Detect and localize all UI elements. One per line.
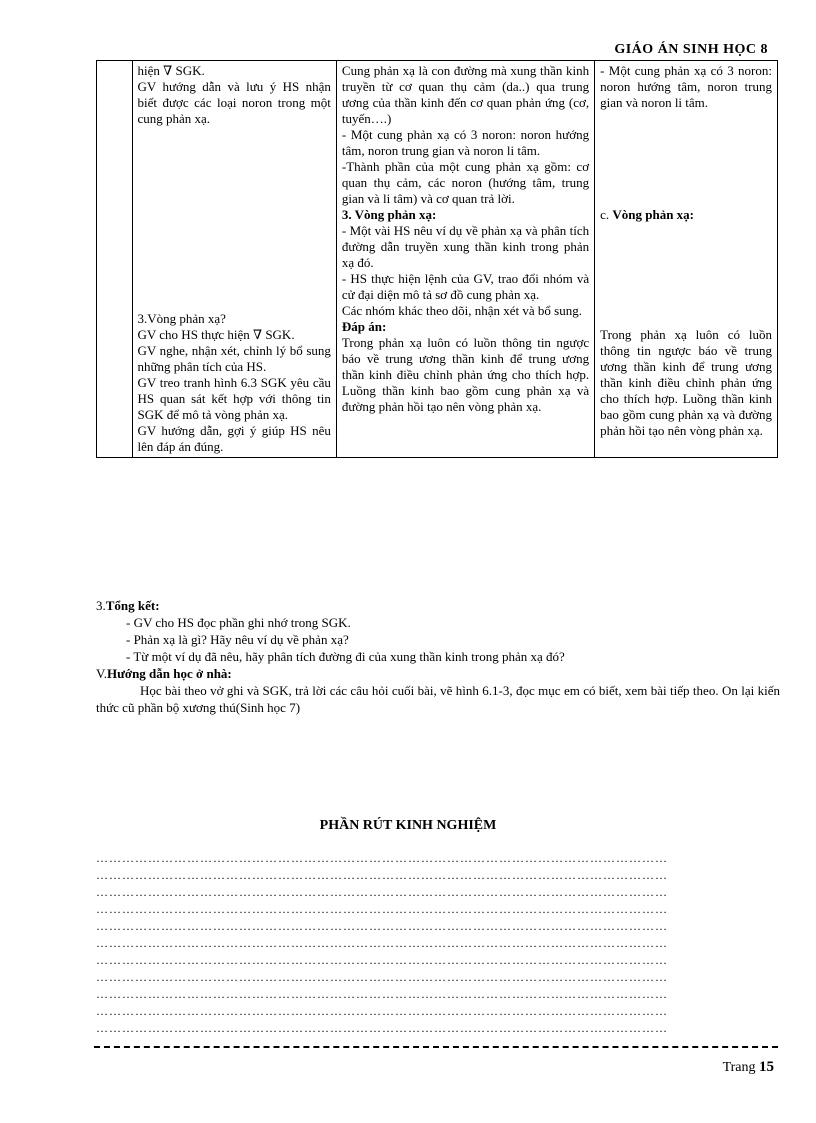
page-header-title: GIÁO ÁN SINH HỌC 8 [614, 42, 768, 57]
answer-heading: Đáp án: [341, 319, 387, 334]
student-paragraph: - Một vài HS nêu ví dụ về phản xạ và phân tích đường dẫn truyền xung thần kinh trong phản xạ đó. [341, 223, 590, 270]
student-heading: 3. Vòng phản xạ: [341, 207, 437, 222]
summary-item: - Từ một ví dụ đã nêu, hãy phân tích đường đi của xung thần kinh trong phản xạ đó? [126, 649, 565, 664]
page-number: Trang 15 [722, 1059, 774, 1075]
student-activity-cell [336, 61, 594, 458]
huong-dan-heading: V.Hướng dẫn học ở nhà: [96, 666, 232, 681]
teacher-line: GV cho HS thực hiện ∇ SGK. [137, 327, 295, 342]
summary-item: - Phản xạ là gì? Hãy nêu ví dụ về phản xạ? [126, 632, 349, 647]
huong-dan-text: Học bài theo vở ghi và SGK, trả lời các câu hỏi cuối bài, vẽ hình 6.1-3, đọc mục em có biết, xem bài tiếp theo. On lại kiến thức cũ phần bộ xương thú(Sinh học 7) [96, 683, 780, 715]
dotted-line: …………………………………………………………………………………………………………………… [96, 1004, 668, 1018]
dotted-line: …………………………………………………………………………………………………………………… [96, 902, 668, 916]
content-cell [595, 61, 778, 458]
student-paragraph: Các nhóm khác theo dõi, nhận xét và bổ sung. [341, 303, 582, 318]
teacher-line: GV hướng dẫn và lưu ý HS nhận biết được các loại noron trong một cung phản xạ. [137, 79, 331, 126]
dotted-line: …………………………………………………………………………………………………………………… [96, 953, 668, 967]
teacher-line: GV treo tranh hình 6.3 SGK yêu cầu HS quan sát kết hợp với thông tin SGK để mô tả vòng phản xạ. [137, 375, 331, 422]
student-paragraph: - HS thực hiện lệnh của GV, trao đổi nhóm và cử đại diện mô tả sơ đồ cung phản xạ. [341, 271, 590, 302]
dotted-line: …………………………………………………………………………………………………………………… [96, 851, 668, 865]
lesson-summary [96, 597, 780, 716]
student-paragraph: -Thành phần của một cung phản xạ gồm: cơ quan thụ cảm, các noron (hướng tâm, trung gian và li tâm) và cơ quan trả lời. [341, 159, 590, 206]
rut-kinh-nghiem-title: PHẦN RÚT KINH NGHIỆM [319, 818, 497, 833]
dotted-line: …………………………………………………………………………………………………………………… [96, 970, 668, 984]
dotted-line: …………………………………………………………………………………………………………………… [96, 885, 668, 899]
empty-column-cell [97, 61, 133, 458]
teacher-line: GV hướng dẫn, gợi ý giúp HS nêu lên đáp án đúng. [137, 423, 331, 454]
dotted-line: …………………………………………………………………………………………………………………… [96, 919, 668, 933]
student-paragraph: - Một cung phản xạ có 3 noron: noron hướng tâm, noron trung gian và noron li tâm. [341, 127, 590, 158]
teacher-line: hiện ∇ SGK. [137, 63, 205, 78]
tong-ket-heading: 3.Tổng kết: [96, 598, 160, 613]
summary-item: - GV cho HS đọc phần ghi nhớ trong SGK. [126, 615, 351, 630]
dotted-line: …………………………………………………………………………………………………………………… [96, 1021, 668, 1035]
student-paragraph: Trong phản xạ luôn có luồn thông tin ngược báo về trung ương thần kinh để trung ương thần kinh điều chỉnh phản ứng cho thích hợp. Luồng thần kinh bao gồm cung phản xạ và đường phản hồi tạo nên vòng phản xạ. [341, 335, 590, 414]
footer-divider [94, 1046, 778, 1048]
student-paragraph: Cung phản xạ là con đường mà xung thần kinh truyền từ cơ quan thụ cảm (da..) qua trung ương của thần kinh đến cơ quan phản ứng (cơ, tuyến….) [341, 63, 590, 126]
lesson-table [96, 60, 778, 458]
content-paragraph: - Một cung phản xạ có 3 noron: noron hướng tâm, noron trung gian và noron li tâm. [600, 63, 772, 110]
teacher-line: GV nghe, nhận xét, chỉnh lý bổ sung những phân tích của HS. [137, 343, 331, 374]
rut-kinh-nghiem-lines [96, 850, 776, 1037]
teacher-line: 3.Vòng phản xạ? [137, 311, 226, 326]
dotted-line: …………………………………………………………………………………………………………………… [96, 868, 668, 882]
content-paragraph: Trong phản xạ luôn có luồn thông tin ngược báo về trung ương thần kinh để trung ương thần kinh điều chỉnh phản ứng cho thích hợp. Luồng thần kinh bao gồm cung phản xạ và đường phản hồi tạo nên vòng phản xạ. [600, 327, 772, 438]
dotted-line: …………………………………………………………………………………………………………………… [96, 987, 668, 1001]
dotted-line: …………………………………………………………………………………………………………………… [96, 936, 668, 950]
content-heading: c. Vòng phản xạ: [600, 207, 695, 222]
teacher-activity-cell [132, 61, 336, 458]
table-row [97, 61, 778, 458]
